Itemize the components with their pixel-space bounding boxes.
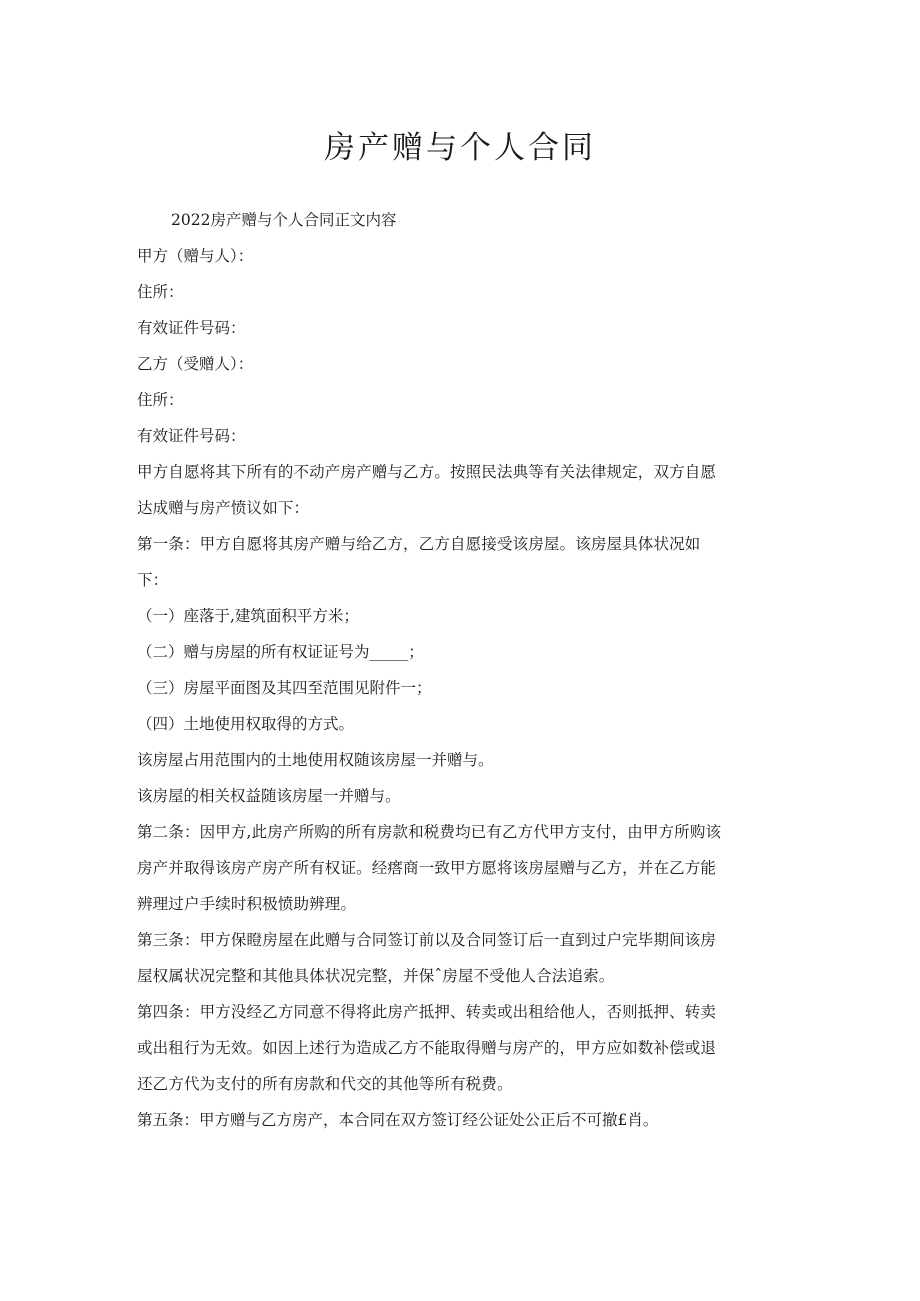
article-2-line: 辨理过户手续时积极愤助辨理。: [137, 895, 357, 913]
article-3-line: 第三条：甲方保瞪房屋在此赠与合同签订前以及合同签订后一直到过户完毕期间该房: [137, 931, 717, 949]
intro-line: 甲方自愿将其下所有的不动产房产赠与乙方。按照民法典等有关法律规定，双方自愿: [137, 463, 717, 481]
subtitle: 2022房产赠与个人合同正文内容: [171, 211, 397, 229]
article-4: [137, 994, 787, 1102]
article-4-line: 第四条：甲方没经乙方同意不得将此房产抵押、转卖或出租给他人，否则抵押、转卖: [137, 1003, 717, 1021]
party-a-id: 有效证件号码：: [137, 319, 246, 337]
intro-paragraph: [137, 454, 787, 526]
item-1: （一）座落于,建筑面积平方米；: [137, 607, 359, 625]
article-1-line: 下：: [137, 571, 169, 589]
party-b-label: 乙方（受赠人）：: [137, 355, 254, 373]
article-3-line: 屋权属状况完整和其他具体状况完整，并保ˆ房屋不受他人合法追索。: [137, 967, 615, 985]
item-4: （四）土地使用权取得的方式。: [137, 715, 355, 733]
article-5: 第五条：甲方赠与乙方房产，本合同在双方签订经公证处公正后不可撤£肖。: [137, 1111, 659, 1129]
article-1: [137, 526, 787, 598]
intro-line: 达成赠与房产愤议如下：: [137, 499, 310, 517]
document-title: 房产赠与个人合同: [324, 130, 596, 166]
document-body: [137, 202, 787, 1138]
article-2-line: 第二条：因甲方,此房产所购的所有房款和税费均已有乙方代甲方支付，由甲方所购该: [137, 823, 722, 841]
land-use-clause: 该房屋占用范围内的土地使用权随该房屋一并赠与。: [137, 751, 494, 769]
party-b-id: 有效证件号码：: [137, 427, 246, 445]
item-3: （三）房屋平面图及其四至范围见附件一；: [137, 679, 432, 697]
article-4-line: 还乙方代为支付的所有房款和代交的其他等所有税费。: [137, 1075, 513, 1093]
article-2: [137, 814, 787, 922]
rights-clause: 该房屋的相关权益随该房屋一并赠与。: [137, 787, 401, 805]
item-2: （二）赠与房屋的所有权证证号为_____；: [137, 643, 424, 661]
party-a-address: 住所：: [137, 283, 184, 301]
article-2-line: 房产并取得该房产房产所有权证。经瘩商一致甲方愿将该房屋赠与乙方，并在乙方能: [137, 859, 717, 877]
article-1-line: 第一条：甲方自愿将其房产赠与给乙方，乙方自愿接受该房屋。该房屋具体状况如: [137, 535, 701, 553]
party-b-address: 住所：: [137, 391, 184, 409]
article-4-line: 或出租行为无效。如因上述行为造成乙方不能取得赠与房产的，甲方应如数补偿或退: [137, 1039, 717, 1057]
party-a-label: 甲方（赠与人）：: [137, 247, 254, 265]
article-3: [137, 922, 787, 994]
